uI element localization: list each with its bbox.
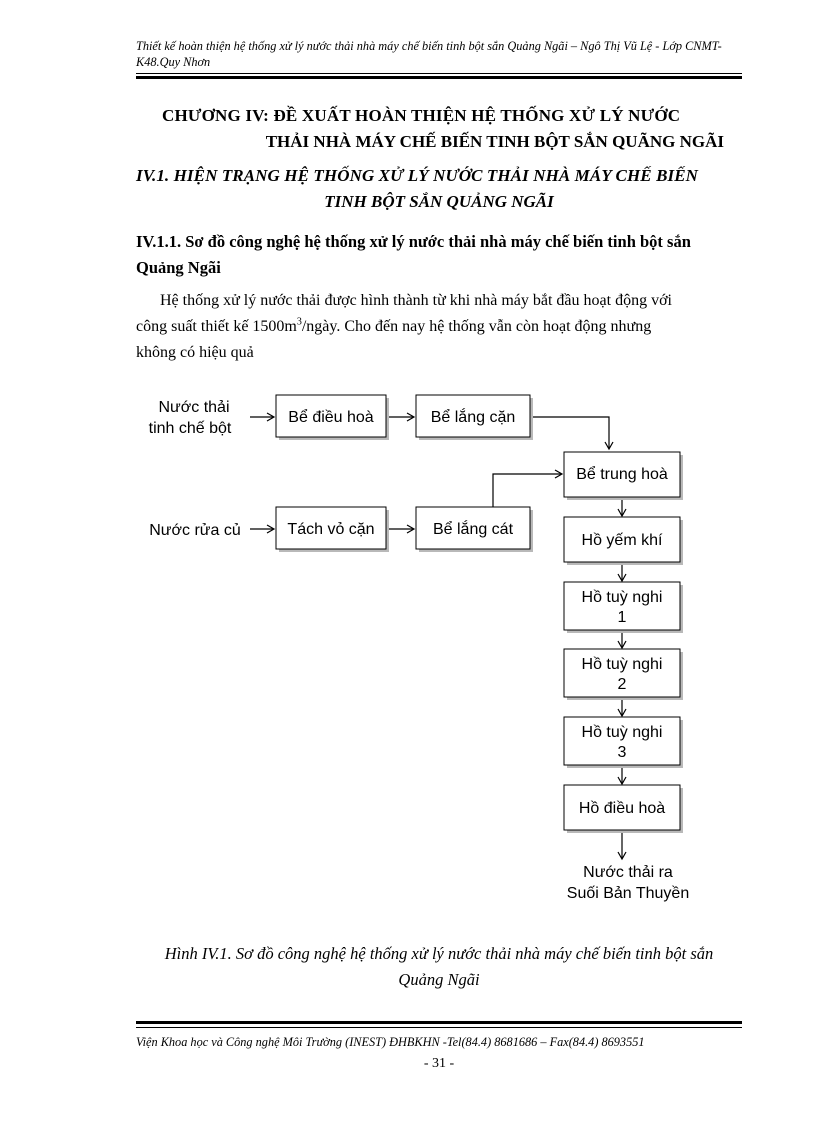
label-ho-tuy-nghi-1-line2: 1 (617, 609, 627, 626)
label-input2: Nước rửa củ (149, 522, 241, 539)
running-header: Thiết kế hoàn thiện hệ thống xử lý nước thải nhà máy chế biến tinh bột sắn Quảng Ngãi – Ngô Thị Vũ Lệ - Lớp CNMT-K48.Quy Nhơn (136, 39, 722, 69)
label-be-dieu-hoa: Bể điều hoà (288, 409, 374, 426)
label-ho-tuy-nghi-3-line1: Hồ tuỳ nghi (581, 724, 663, 741)
running-footer: Viện Khoa học và Công nghệ Môi Trường (INEST) ĐHBKHN -Tel(84.4) 8681686 – Fax(84.4) 8693551 (136, 1035, 645, 1049)
paragraph-line3: không có hiệu quả (136, 344, 254, 361)
paragraph-line1: Hệ thống xử lý nước thải được hình thành từ khi nhà máy bắt đầu hoạt động với (160, 292, 672, 309)
arrow-be-lang-can-to-be-trung-hoa (533, 417, 609, 448)
label-input1-line2: tinh chế bột (148, 420, 232, 437)
arrow-be-lang-cat-to-be-trung-hoa (493, 474, 561, 507)
subsection-title-line1: IV.1.1. Sơ đồ công nghệ hệ thống xử lý nước thải nhà máy chế biến tinh bột sắn (136, 232, 691, 251)
figure-caption-line2: Quảng Ngãi (398, 970, 480, 989)
section-title-line1: IV.1. HIỆN TRẠNG HỆ THỐNG XỬ LÝ NƯỚC THẢI NHÀ MÁY CHẾ BIẾN (136, 166, 699, 185)
label-input1-line1: Nước thải (158, 399, 230, 416)
footer-rule-thick (136, 1021, 742, 1024)
chapter-title-line1: CHƯƠNG IV: ĐỀ XUẤT HOÀN THIỆN HỆ THỐNG XỬ LÝ NƯỚC (162, 106, 681, 125)
label-ho-tuy-nghi-3-line2: 3 (617, 744, 627, 761)
label-be-lang-cat: Bể lắng cát (432, 521, 514, 538)
label-tach-vo-can: Tách vỏ cặn (287, 521, 375, 538)
label-ho-tuy-nghi-2-line2: 2 (617, 676, 627, 693)
label-output-line1: Nước thải ra (583, 864, 673, 881)
figure-caption (136, 941, 742, 993)
paragraph-line2-part-a: công suất thiết kế 1500m (136, 318, 297, 335)
label-be-trung-hoa: Bể trung hoà (576, 466, 668, 483)
label-output-line2: Suối Bản Thuyền (566, 885, 690, 902)
page-number: - 31 - (423, 1056, 455, 1071)
label-ho-yem-khi: Hồ yếm khí (581, 532, 663, 549)
label-ho-tuy-nghi-1-line1: Hồ tuỳ nghi (581, 589, 663, 606)
figure-caption-line1: Hình IV.1. Sơ đồ công nghệ hệ thống xử lý nước thải nhà máy chế biến tinh bột sắn (164, 944, 714, 963)
paragraph-line2-part-b: /ngày. Cho đến nay hệ thống vẫn còn hoạt động nhưng (301, 318, 652, 335)
subsection-title-line2: Quảng Ngãi (136, 258, 221, 277)
label-ho-tuy-nghi-2-line1: Hồ tuỳ nghi (581, 656, 663, 673)
section-title-line2: TINH BỘT SẮN QUẢNG NGÃI (324, 192, 554, 211)
paragraph-superscript: 3 (296, 316, 302, 328)
label-be-lang-can: Bể lắng cặn (430, 409, 516, 426)
chapter-title-line2: THẢI NHÀ MÁY CHẾ BIẾN TINH BỘT SẮN QUÃNG NGÃI (265, 132, 724, 151)
label-ho-dieu-hoa: Hồ điều hoà (578, 800, 666, 817)
footer-rule-thin (136, 1027, 742, 1028)
